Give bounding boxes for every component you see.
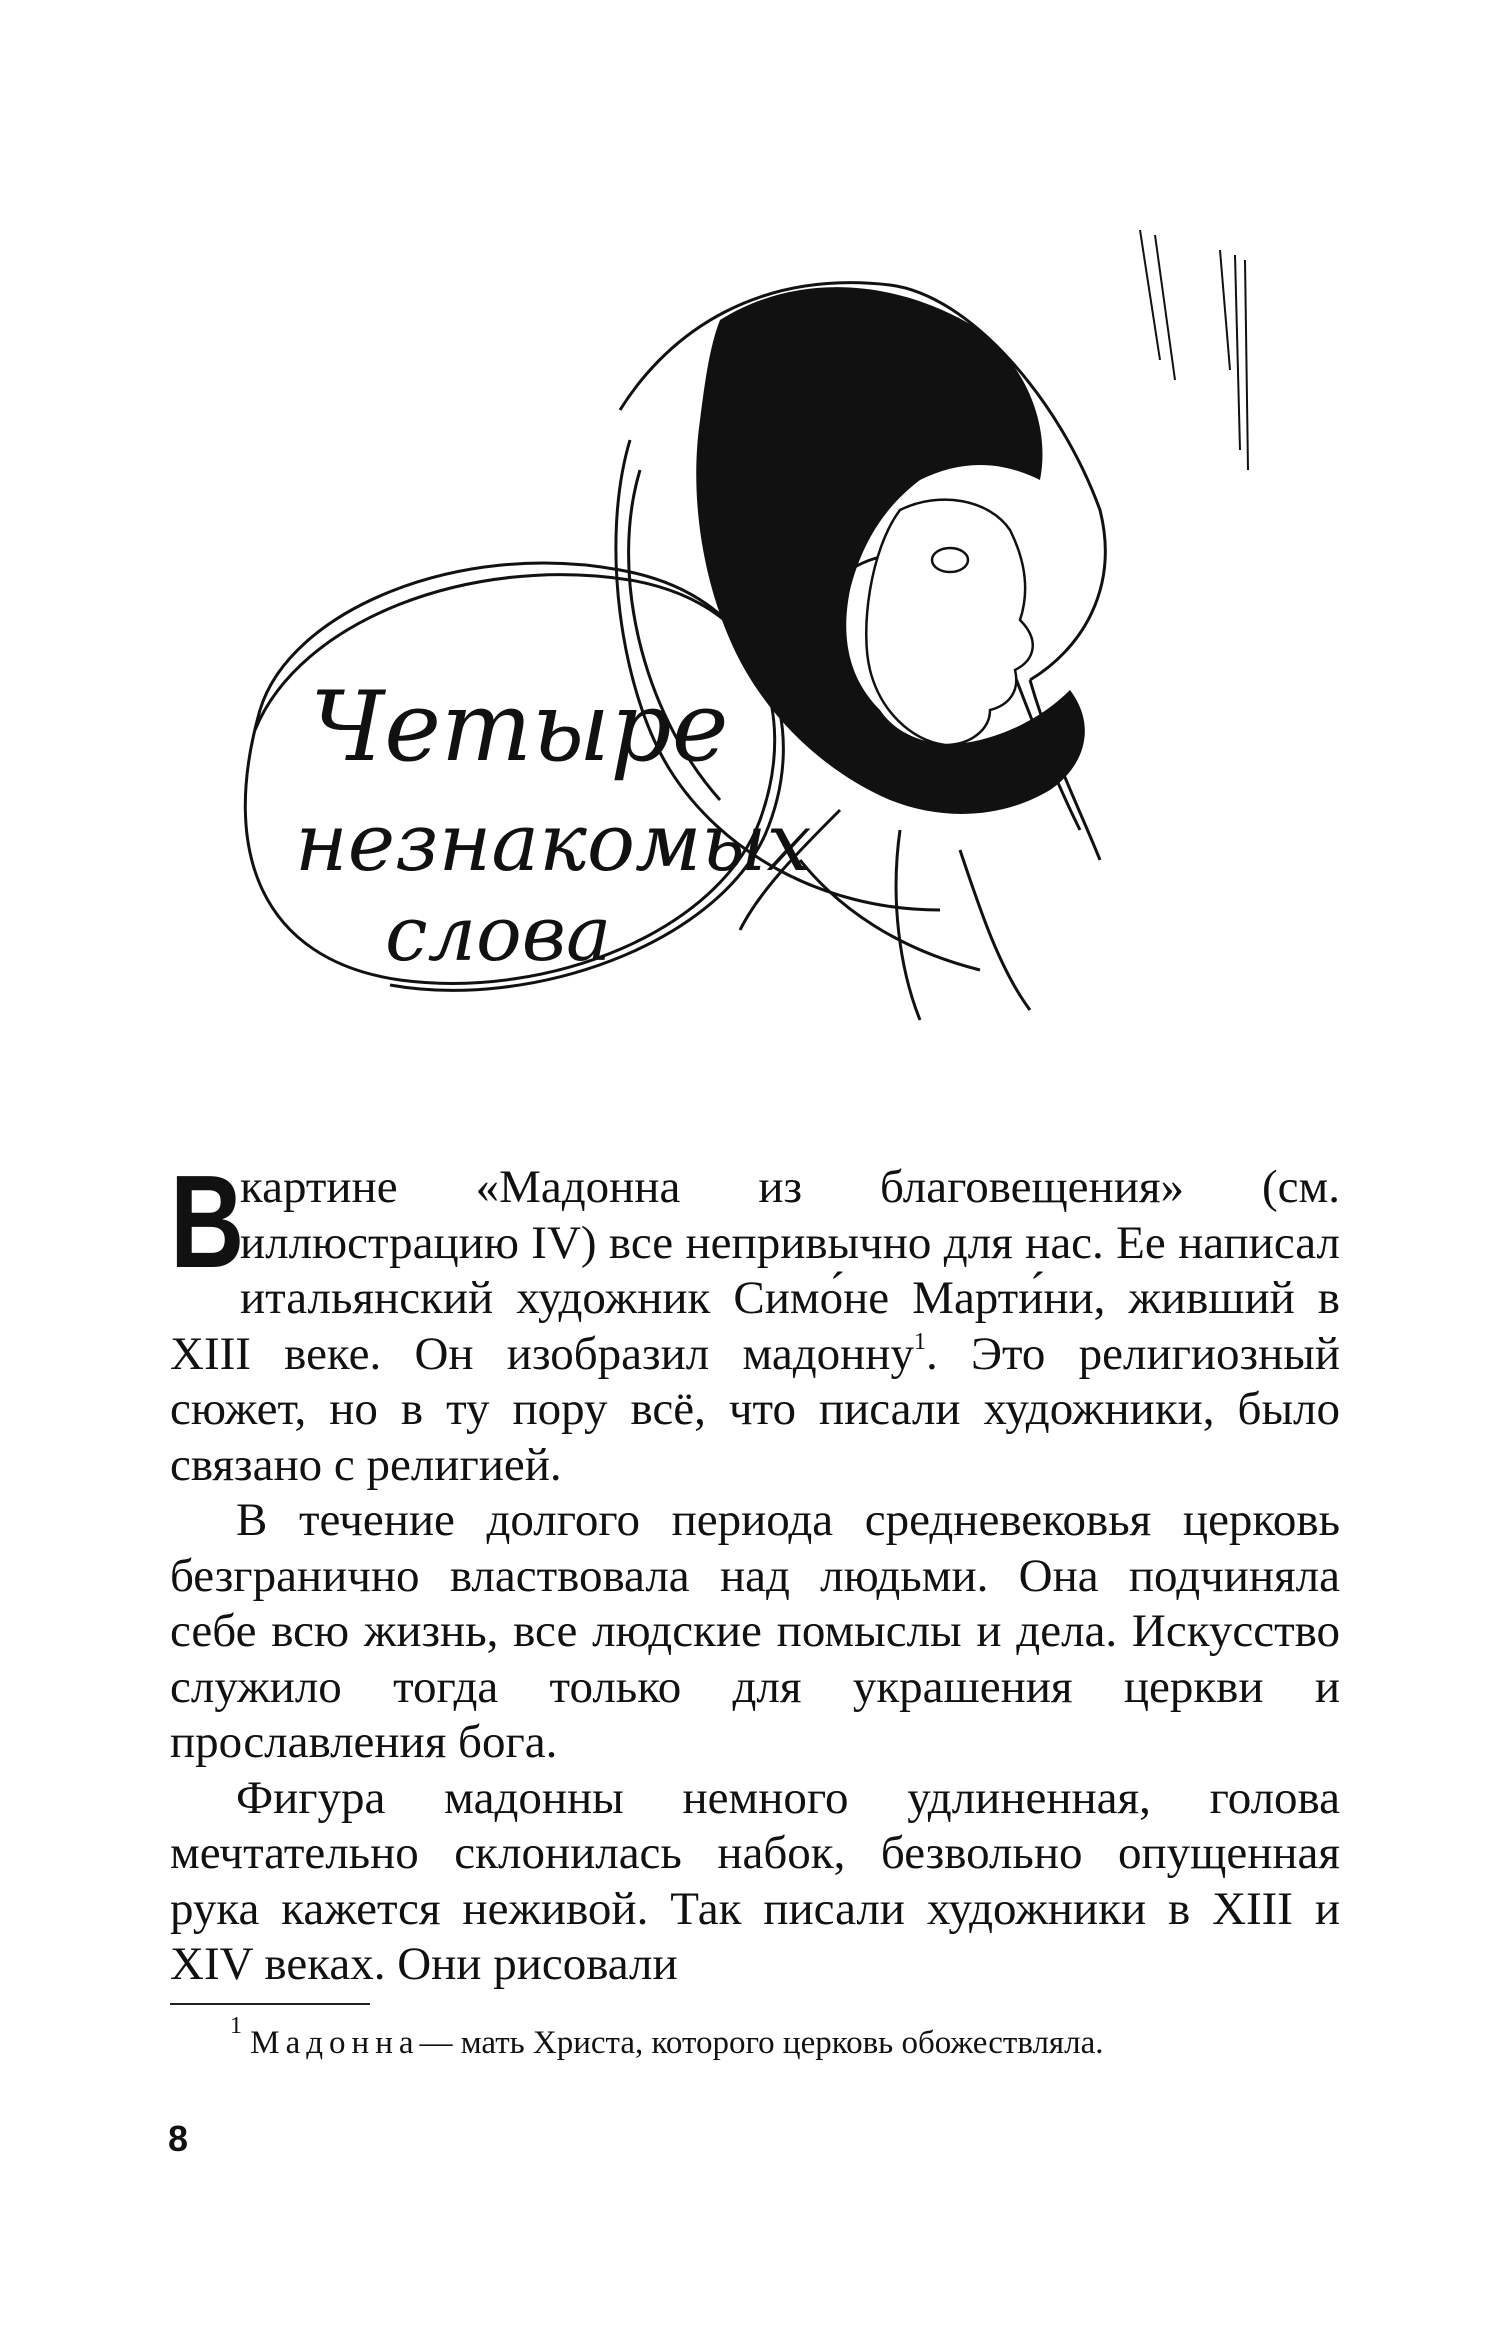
footnote-term: Мадонна <box>250 2025 420 2061</box>
paragraph-3: Фигура мадонны немного удлиненная, голова мечтательно склонилась набок, безвольно опущенная рука кажется неживой. Так писали художники в XIII и XIV веках. Они рисовали <box>170 1771 1340 1990</box>
footnote-mark: 1 <box>230 2013 242 2039</box>
title-line-1: Четыре <box>310 671 729 783</box>
title-line-2: незнакомых <box>295 796 812 889</box>
footnote <box>230 2013 1360 2063</box>
paragraph-1 <box>170 1148 1341 1493</box>
page-number: 8 <box>168 2118 189 2159</box>
motion-lines <box>1140 230 1248 470</box>
paragraph-1-text-a: картине «Мадонна из благовещения» (см. иллюстрацию IV) все непривычно для нас. Ее написал итальянский художник Симо́не Марти́ни, живший в XIII веке. Он изобразил мадонну <box>170 1161 1340 1380</box>
face <box>866 500 1032 745</box>
paragraph-2: В течение долгого периода средневековья церковь безгранично властвовала над людьми. Она подчиняла себе всю жизнь, все людские помыслы и дела. Искусство служило тогда только для украшения церкви и прославления бога. <box>170 1494 1340 1768</box>
monk-sketch <box>200 210 1280 1090</box>
paragraph-1-text-b: . Это религиозный сюжет, но в ту пору всё, что писали художники, было связано с религией. <box>170 1327 1341 1491</box>
main-text <box>170 1148 1341 1993</box>
footnote-reference[interactable]: 1 <box>913 1328 926 1355</box>
drop-cap: В <box>170 1148 245 1295</box>
title-line-3: слова <box>385 889 612 978</box>
footnote-divider <box>170 2003 370 2005</box>
footnote-definition: — мать Христа, которого церковь обожествляла. <box>419 2025 1104 2061</box>
chapter-illustration <box>200 210 1280 1090</box>
